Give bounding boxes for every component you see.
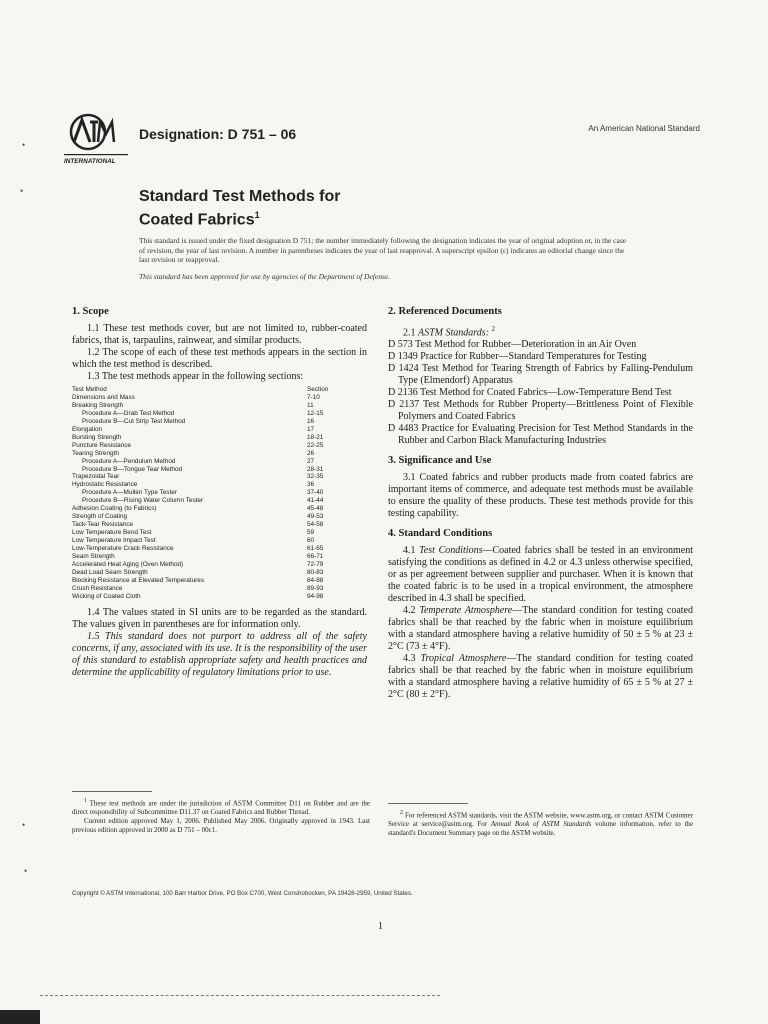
section-range: 94-98 xyxy=(307,592,324,600)
test-method-name: Low-Temperature Crack Resistance xyxy=(72,545,174,553)
conditions-heading: 4. Standard Conditions xyxy=(388,528,493,540)
refdocs-sub-label: ASTM Standards: xyxy=(418,327,490,339)
section-range: 11 xyxy=(307,401,314,409)
scan-speck-2: • xyxy=(20,186,24,196)
footnote-rule-left xyxy=(72,791,152,792)
fn1-text-b: Current edition approved May 1, 2006. Published May 2006. Originally approved in 1943. Last previous edition approved in 2000 as D 751 – 00ε1. xyxy=(72,817,370,835)
scan-speck-4: • xyxy=(24,866,28,876)
p4-2-label: Temperate Atmosphere xyxy=(419,605,513,617)
test-method-name: Procedure A—Pendulum Method xyxy=(82,457,176,465)
table-row xyxy=(72,481,367,489)
section-range: 27 xyxy=(307,457,315,465)
paragraph-1-1: 1.1 These test methods cover, but are not limited to, rubber-coated fabrics, that is, tarpaulins, rainwear, and similar products. xyxy=(72,323,367,346)
table-row xyxy=(72,426,367,434)
section-range: 66-71 xyxy=(307,553,324,561)
p4-1-num: 4.1 xyxy=(403,545,416,557)
scan-speck-3: • xyxy=(22,820,26,830)
table-row xyxy=(72,569,367,577)
paragraph-4-1 xyxy=(388,545,693,605)
test-method-name: Bursting Strength xyxy=(72,433,122,441)
table-row xyxy=(72,402,367,410)
paragraph-4-2 xyxy=(388,605,693,653)
paragraph-1-5: 1.5 This standard does not purport to address all of the safety concerns, if any, associated with its use. It is the responsibility of the user of this standard to establish appropriate safety and health practices and determine the applicability of regulatory limitations prior to use. xyxy=(72,630,367,678)
title-line-2: Coated Fabrics xyxy=(139,211,255,229)
reference-item: D 2137 Test Methods for Rubber Property—Brittleness Point of Flexible Polymers and Coated Fabrics xyxy=(388,399,693,423)
refdocs-footnote-mark: 2 xyxy=(491,325,496,333)
p4-1-label: Test Conditions xyxy=(419,545,483,557)
section-range: 41-44 xyxy=(307,497,324,505)
test-method-name: Procedure A—Mullen Type Tester xyxy=(82,489,177,497)
table-row xyxy=(72,410,367,418)
reference-item: D 4483 Practice for Evaluating Precision for Test Method Standards in the Rubber and Carbon Black Manufacturing Industries xyxy=(388,423,693,447)
table-row xyxy=(72,521,367,529)
table-row xyxy=(72,593,367,601)
footnote-rule-right xyxy=(388,803,468,804)
test-method-name: Blocking Resistance at Elevated Temperatures xyxy=(72,576,205,584)
reference-item: D 573 Test Method for Rubber—Deterioration in an Air Oven xyxy=(388,339,637,351)
test-method-name: Elongation xyxy=(72,425,103,433)
p4-1-text: —Coated fabrics shall be tested in an environment satisfying the conditions as defined in 4.2 or 4.3 unless otherwise specified, or as per agreement between supplier and purchaser. When it is known that the coated fabric is to be used in a tropical environment, the atmosphere described in 4.3 shall be specified. xyxy=(388,545,693,605)
astm-logo xyxy=(60,110,130,170)
test-method-name: Dead Load Seam Strength xyxy=(72,568,148,576)
fn2-mark: 2 xyxy=(400,810,403,816)
scan-corner-shadow xyxy=(0,1010,40,1024)
designation: Designation: D 751 – 06 xyxy=(139,126,297,142)
footnote-2 xyxy=(388,809,693,838)
table-row xyxy=(72,529,367,537)
test-method-name: Procedure B—Rising Water Column Tester xyxy=(82,497,204,505)
section-range: 18-21 xyxy=(307,433,324,441)
p4-3-num: 4.3 xyxy=(403,653,416,665)
test-method-name: Procedure B—Tongue Tear Method xyxy=(82,465,183,473)
paragraph-1-4: 1.4 The values stated in SI units are to be regarded as the standard. The values given in parentheses are for information only. xyxy=(72,606,367,630)
section-range: 60 xyxy=(307,537,315,545)
table-row xyxy=(72,585,367,593)
test-method-name: Tack-Tear Resistance xyxy=(72,521,134,529)
section-range: 59 xyxy=(307,529,315,537)
section-range: 54-58 xyxy=(307,521,324,529)
reference-item: D 1349 Practice for Rubber—Standard Temperatures for Testing xyxy=(388,351,647,363)
significance-heading: 3. Significance and Use xyxy=(388,455,492,467)
section-range: 28-31 xyxy=(307,465,324,473)
paragraph-3-1: 3.1 Coated fabrics and rubber products made from coated fabrics are important items of commerce, and adequate test methods must be available to ensure the quality of these products. These test methods provide for this testing capability. xyxy=(388,472,693,520)
table-row xyxy=(72,473,367,481)
section-range: 36 xyxy=(307,481,315,489)
test-method-name: Low Temperature Impact Test xyxy=(72,537,156,545)
test-method-name: Hydrostatic Resistance xyxy=(72,481,138,489)
scan-speck-1: • xyxy=(22,140,26,150)
section-range: 37-40 xyxy=(307,489,324,497)
test-method-name: Low Temperature Bend Test xyxy=(72,529,152,537)
title-footnote-mark: 1 xyxy=(254,210,260,220)
table-row xyxy=(72,418,367,426)
table-row xyxy=(72,458,367,466)
page-number: 1 xyxy=(378,921,383,932)
preamble: This standard is issued under the fixed designation D 751; the number immediately following the designation indicates the year of original adoption or, in the case of revision, the year of last revision. A number in parentheses indicates the year of last reapproval. A superscript epsilon (ε) indicates an editorial change since the last revision or reapproval. xyxy=(139,236,627,264)
table-row xyxy=(72,442,367,450)
table-row xyxy=(72,434,367,442)
title-line-1: Standard Test Methods for xyxy=(139,188,341,205)
copyright-line: Copyright © ASTM International, 100 Barr Harbor Drive, PO Box C700, West Conshohocken, PA 19428-2959, United States. xyxy=(72,890,413,897)
table-row xyxy=(72,466,367,474)
sections-table xyxy=(72,386,367,601)
section-range: 84-88 xyxy=(307,576,324,584)
table-row xyxy=(72,537,367,545)
section-range: 72-79 xyxy=(307,560,324,568)
test-method-name: Procedure B—Cut Strip Test Method xyxy=(82,417,186,425)
right-column xyxy=(388,306,693,701)
test-method-name: Puncture Resistance xyxy=(72,441,131,449)
refdocs-heading: 2. Referenced Documents xyxy=(388,306,502,317)
section-range: 80-83 xyxy=(307,568,324,576)
p4-2-text: —The standard condition for testing coated fabrics shall be that reached by the fabric when in moisture equilibrium with a standard atmosphere having a relative humidity of 50 ± 5 % at 23 ± 2°C (73 ± 4°F). xyxy=(388,605,693,653)
fn1-text-a: These test methods are under the jurisdiction of ASTM Committee D11 on Rubber and are the direct responsibility of Subcommittee D11.37 on Coated Fabrics and Rubber Thread. xyxy=(72,799,370,817)
test-method-name: Trapezoidal Tear xyxy=(72,473,120,481)
paragraph-1-2: 1.2 The scope of each of these test methods appears in the section in which the test method is described. xyxy=(72,347,367,370)
test-method-name: Accelerated Heat Aging (Oven Method) xyxy=(72,560,184,568)
scan-line xyxy=(40,995,440,996)
test-method-name: Breaking Strength xyxy=(72,401,124,409)
document-title xyxy=(139,187,341,229)
p4-3-label: Tropical Atmosphere xyxy=(420,653,507,665)
paragraph-1-3: 1.3 The test methods appear in the following sections: xyxy=(87,371,304,382)
table-row xyxy=(72,505,367,513)
fn2-text-a: For referenced ASTM standards, visit the ASTM website, www.astm.org, or contact ASTM Customer Service at service@astm.org. For xyxy=(388,811,693,829)
footnote-1 xyxy=(72,797,370,835)
test-method-name: Tearing Strength xyxy=(72,449,119,457)
p4-2-num: 4.2 xyxy=(403,605,416,617)
test-method-name: Wicking of Coated Cloth xyxy=(72,592,141,600)
table-row xyxy=(72,394,367,402)
standard-type: An American National Standard xyxy=(588,124,700,133)
reference-item: D 2136 Test Method for Coated Fabrics—Low-Temperature Bend Test xyxy=(388,387,672,399)
test-method-name: Crush Resistance xyxy=(72,584,123,592)
paragraph-4-3 xyxy=(388,653,693,701)
table-row xyxy=(72,561,367,569)
column-header-section: Section xyxy=(307,386,329,393)
refdocs-sub-prefix: 2.1 xyxy=(403,327,416,339)
reference-list xyxy=(388,339,693,447)
fn2-text-b: volume information, refer to the standard's Document Summary page on the ASTM website. xyxy=(388,820,694,838)
left-column xyxy=(72,306,367,679)
test-method-name: Dimensions and Mass xyxy=(72,393,135,401)
test-method-name: Adhesion Coating (to Fabrics) xyxy=(72,505,157,513)
section-range: 26 xyxy=(307,449,315,457)
test-method-name: Procedure A—Grab Test Method xyxy=(82,409,175,417)
sections-table-header xyxy=(72,386,367,394)
section-range: 12-15 xyxy=(307,409,324,417)
section-range: 16 xyxy=(307,417,315,425)
table-row xyxy=(72,497,367,505)
table-row xyxy=(72,553,367,561)
table-row xyxy=(72,489,367,497)
section-range: 89-93 xyxy=(307,584,324,592)
section-range: 45-48 xyxy=(307,505,324,513)
test-method-name: Strength of Coating xyxy=(72,513,128,521)
defense-note: This standard has been approved for use by agencies of the Department of Defense. xyxy=(139,272,391,281)
logo-text: INTERNATIONAL xyxy=(64,158,116,165)
section-range: 22-25 xyxy=(307,441,324,449)
test-method-name: Seam Strength xyxy=(72,553,115,561)
section-range: 61-65 xyxy=(307,545,324,553)
fn1-mark: 1 xyxy=(84,798,87,804)
section-range: 49-53 xyxy=(307,513,324,521)
table-row xyxy=(72,513,367,521)
table-row xyxy=(72,450,367,458)
scope-heading: 1. Scope xyxy=(72,306,109,317)
section-range: 7-10 xyxy=(307,393,320,401)
reference-item: D 1424 Test Method for Tearing Strength of Fabrics by Falling-Pendulum Type (Elmendorf) Apparatus xyxy=(388,363,693,387)
column-header-method: Test Method xyxy=(72,386,107,393)
fn2-italic: Annual Book of ASTM Standards xyxy=(490,820,592,829)
p4-3-text: —The standard condition for testing coated fabrics shall be that reached by the fabric when in moisture equilibrium with a standard atmosphere having a relative humidity of 65 ± 5 % at 27 ± 2°C (80 ± 2°F). xyxy=(388,653,694,701)
table-row xyxy=(72,545,367,553)
section-range: 17 xyxy=(307,425,315,433)
refdocs-subheading xyxy=(388,323,693,339)
section-range: 32-35 xyxy=(307,473,324,481)
table-row xyxy=(72,577,367,585)
